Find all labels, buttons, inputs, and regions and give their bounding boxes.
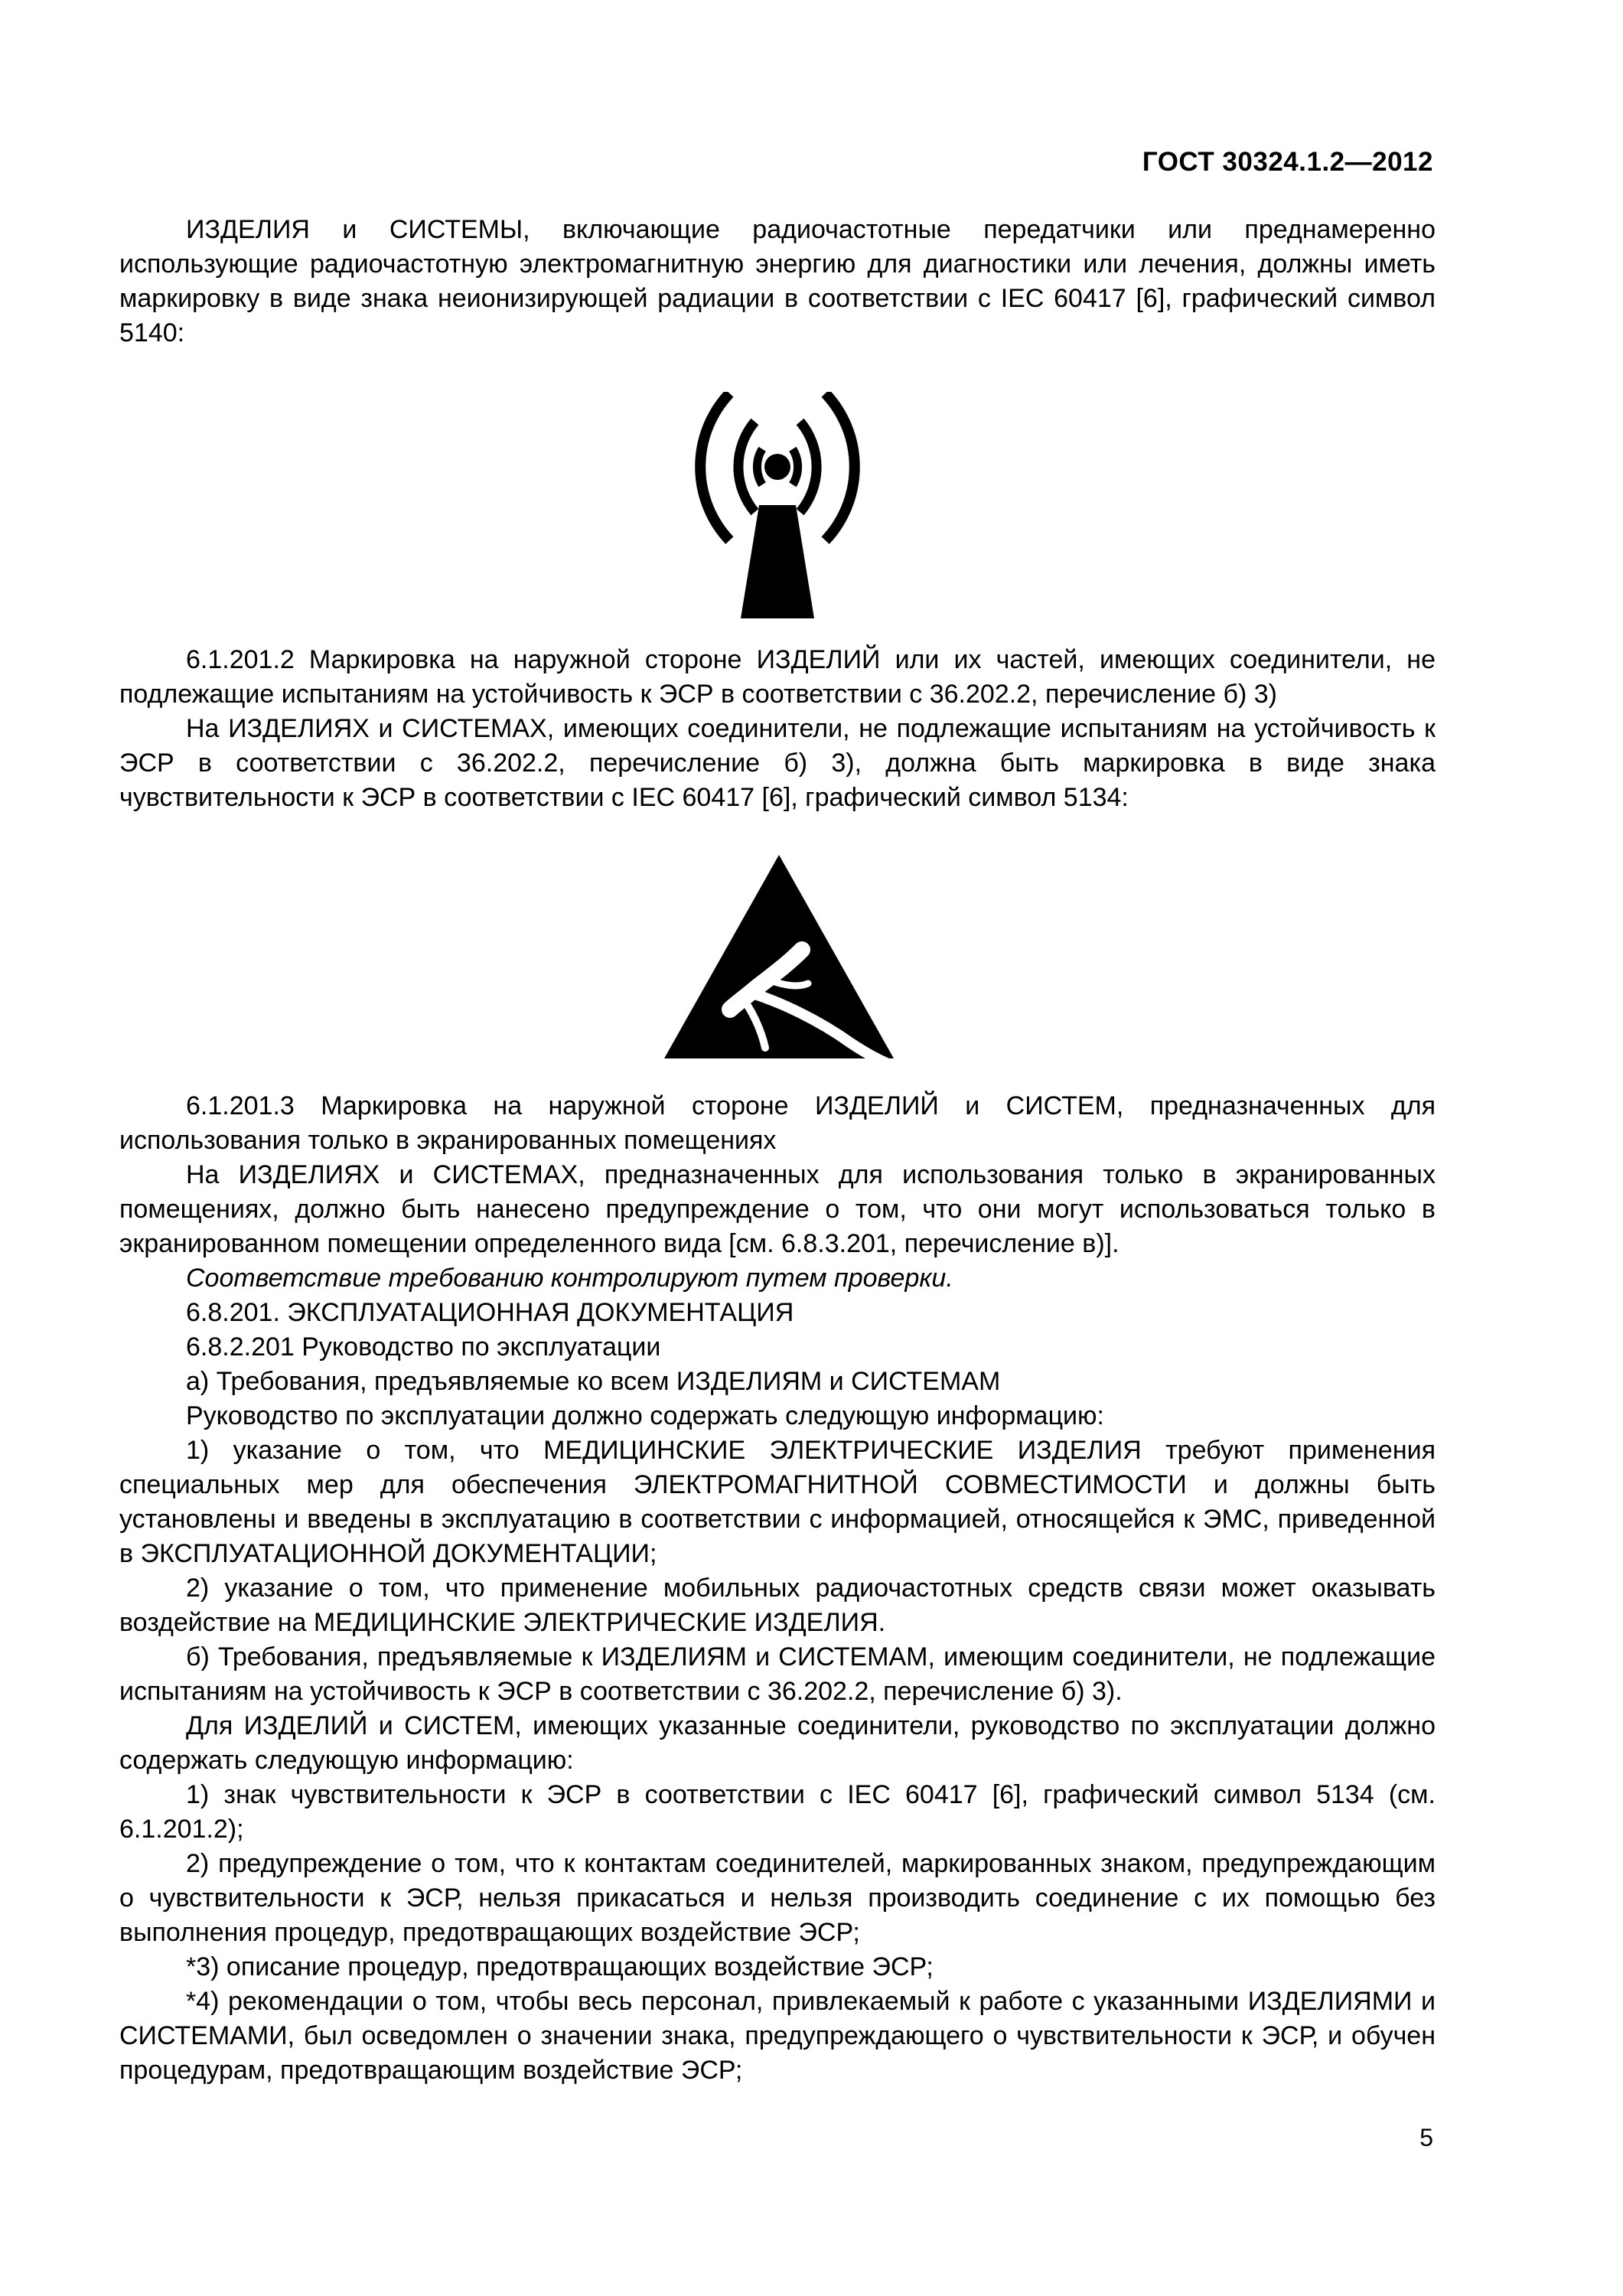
section-heading: 6.8.201. ЭКСПЛУАТАЦИОННАЯ ДОКУМЕНТАЦИЯ [186,1298,794,1327]
esd-sensitivity-symbol [119,852,1436,1066]
document-code: ГОСТ 30324.1.2—2012 [1142,147,1433,177]
list-item: *4) рекомендации о том, чтобы весь персонал, привлекаемый к работе с указанными ИЗДЕЛИЯМИ и СИСТЕМАМИ, был осведомлен о значении знака, предупреждающего о чувствительности к ЭСР, и обучен процедурам, предотвращающим воздействие ЭСР; [119,1987,1436,2085]
document-body [119,213,1436,2088]
non-ionizing-radiation-icon [666,392,888,621]
paragraph: ИЗДЕЛИЯ и СИСТЕМЫ, включающие радиочастотные передатчики или преднамеренно использующие радиочастотную электромагнитную энергию для диагностики или лечения, должны иметь маркировку в виде знака неионизирующей радиации в соответствии с IEC 60417 [6], графический символ 5140: [119,215,1436,347]
paragraph: б) Требования, предъявляемые к ИЗДЕЛИЯМ и СИСТЕМАМ, имеющим соединители, не подлежащие испытаниям на устойчивость к ЭСР в соответствии с 36.202.2, перечисление б) 3). [119,1642,1436,1706]
list-item: 1) указание о том, что МЕДИЦИНСКИЕ ЭЛЕКТРИЧЕСКИЕ ИЗДЕЛИЯ требуют применения специальных мер для обеспечения ЭЛЕКТРОМАГНИТНОЙ СОВМЕСТИМОСТИ и должны быть установлены и введены в эксплуатацию в соответствии с информацией, относящейся к ЭМС, приведенной в ЭКСПЛУАТАЦИОННОЙ ДОКУМЕНТАЦИИ; [119,1436,1436,1568]
page-number: 5 [1419,2124,1433,2151]
esd-sensitivity-icon [655,852,900,1066]
paragraph: 6.1.201.2 Маркировка на наружной стороне ИЗДЕЛИЙ или их частей, имеющих соединители, не подлежащие испытаниям на устойчивость к ЭСР в соответствии с 36.202.2, перечисление б) 3) [119,645,1436,709]
paragraph: На ИЗДЕЛИЯХ и СИСТЕМАХ, предназначенных для использования только в экранированных помещениях, должно быть нанесено предупреждение о том, что они могут использоваться только в экранированном помещении определенного вида [см. 6.8.3.201, перечисление в)]. [119,1160,1436,1258]
non-ionizing-radiation-symbol [119,392,1436,621]
paragraph: а) Требования, предъявляемые ко всем ИЗДЕЛИЯМ и СИСТЕМАМ [186,1367,1001,1396]
paragraph: Для ИЗДЕЛИЙ и СИСТЕМ, имеющих указанные соединители, руководство по эксплуатации должно содержать следующую информацию: [119,1711,1436,1775]
paragraph: 6.1.201.3 Маркировка на наружной стороне ИЗДЕЛИЙ и СИСТЕМ, предназначенных для использования только в экранированных помещениях [119,1091,1436,1155]
list-item: 2) указание о том, что применение мобильных радиочастотных средств связи может оказывать воздействие на МЕДИЦИНСКИЕ ЭЛЕКТРИЧЕСКИЕ ИЗДЕЛИЯ. [119,1574,1436,1637]
paragraph: На ИЗДЕЛИЯХ и СИСТЕМАХ, имеющих соединители, не подлежащие испытаниям на устойчивость к ЭСР в соответствии с 36.202.2, перечисление б) 3), должна быть маркировка в виде знака чувствительности к ЭСР в соответствии с IEC 60417 [6], графический символ 5134: [119,714,1436,812]
paragraph: Руководство по эксплуатации должно содержать следующую информацию: [186,1401,1104,1430]
subsection-heading: 6.8.2.201 Руководство по эксплуатации [186,1332,661,1362]
list-item: *3) описание процедур, предотвращающих воздействие ЭСР; [186,1952,934,1981]
compliance-note: Соответствие требованию контролируют путем проверки. [186,1264,953,1293]
list-item: 1) знак чувствительности к ЭСР в соответствии с IEC 60417 [6], графический символ 5134 (см. 6.1.201.2); [119,1780,1436,1844]
list-item: 2) предупреждение о том, что к контактам соединителей, маркированных знаком, предупреждающим о чувствительности к ЭСР, нельзя прикасаться и нельзя производить соединение с их помощью без выполнения процедур, предотвращающих воздействие ЭСР; [119,1849,1436,1947]
